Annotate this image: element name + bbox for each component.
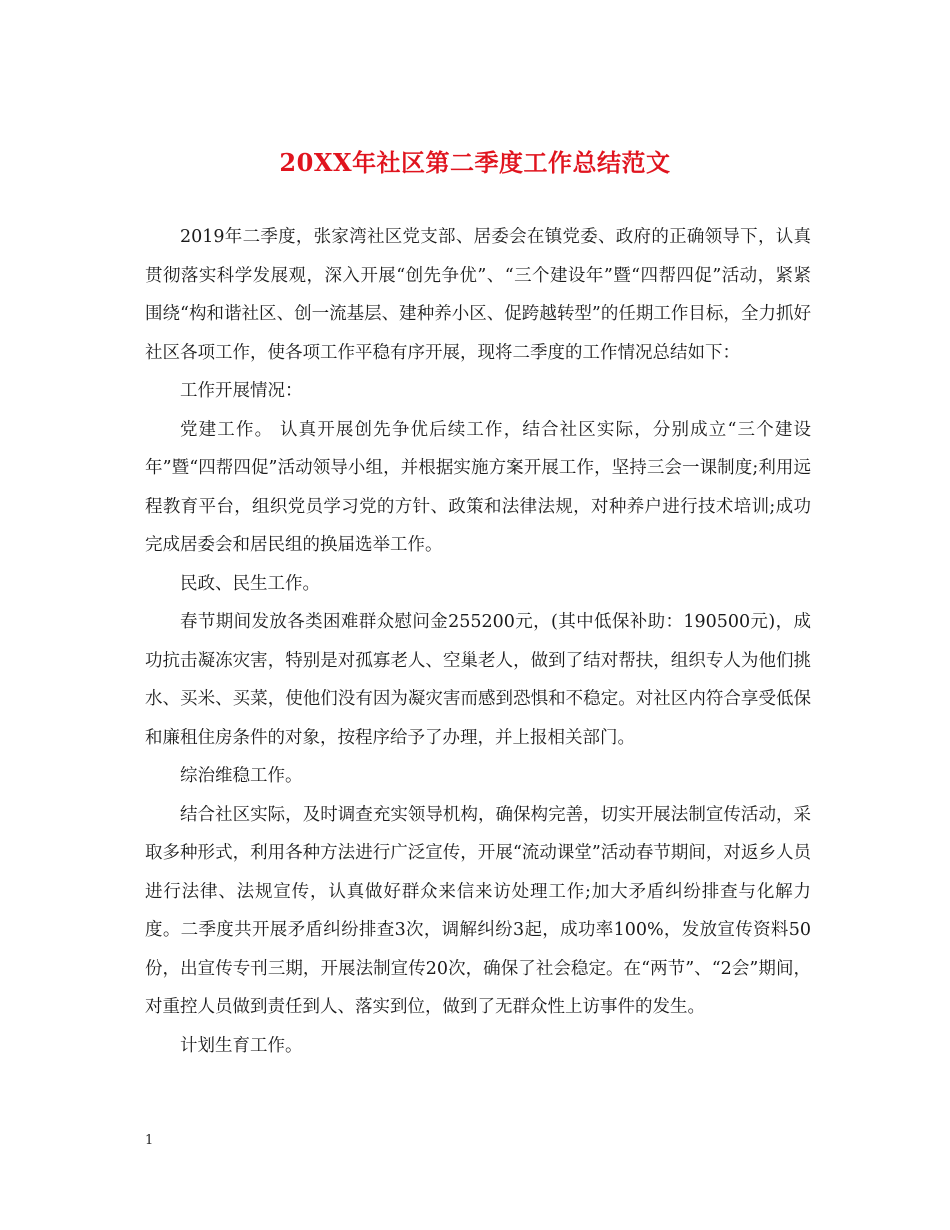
- paragraph-intro: 2019年二季度，张家湾社区党支部、居委会在镇党委、政府的正确领导下，认真贯彻落实科学发展观，深入开展“创先争优”、“三个建设年”暨“四帮四促”活动，紧紧围绕“构和谐社区、创一流基层、建种养小区、促跨越转型”的任期工作目标，全力抓好社区各项工作，使各项工作平稳有序开展，现将二季度的工作情况总结如下：: [145, 227, 811, 363]
- section-heading-work-overview: 工作开展情况：: [180, 381, 303, 401]
- document-title: 20XX年社区第二季度工作总结范文: [279, 148, 671, 177]
- section-heading-civil-affairs: 民政、民生工作。: [180, 573, 320, 594]
- paragraph-party-building: 党建工作。 认真开展创先争优后续工作，结合社区实际，分别成立“三个建设年”暨“四帮四促”活动领导小组，并根据实施方案开展工作，坚持三会一课制度;利用远程教育平台，组织党员学习党的方针、政策和法律法规，对种养户进行技术培训;成功完成居委会和居民组的换届选举工作。: [145, 419, 811, 555]
- section-heading-stability: 综治维稳工作。: [180, 766, 303, 786]
- section-heading-family-planning: 计划生育工作。: [180, 1035, 303, 1056]
- paragraph-stability: 结合社区实际，及时调查充实领导机构，确保构完善，切实开展法制宣传活动，采取多种形式，利用各种方法进行广泛宣传，开展“流动课堂”活动春节期间，对返乡人员进行法律、法规宣传，认真做好群众来信来访处理工作;加大矛盾纠纷排查与化解力度。二季度共开展矛盾纠纷排查3次，调解纠纷3起，成功率100%，发放宣传资料50份，出宣传专刊三期，开展法制宣传20次，确保了社会稳定。在“两节”、“2会”期间，对重控人员做到责任到人、落实到位，做到了无群众性上访事件的发生。: [145, 804, 811, 1017]
- document-body: [145, 218, 811, 1065]
- page-number: 1: [145, 1133, 154, 1148]
- paragraph-civil-affairs: 春节期间发放各类困难群众慰问金255200元，(其中低保补助：190500元)，成功抗击凝冻灾害，特别是对孤寡老人、空巢老人，做到了结对帮扶，组织专人为他们挑水、买米、买菜，使他们没有因为凝灾害而感到恐惧和不稳定。对社区内符合享受低保和廉租住房条件的对象，按程序给予了办理，并上报相关部门。: [145, 612, 811, 748]
